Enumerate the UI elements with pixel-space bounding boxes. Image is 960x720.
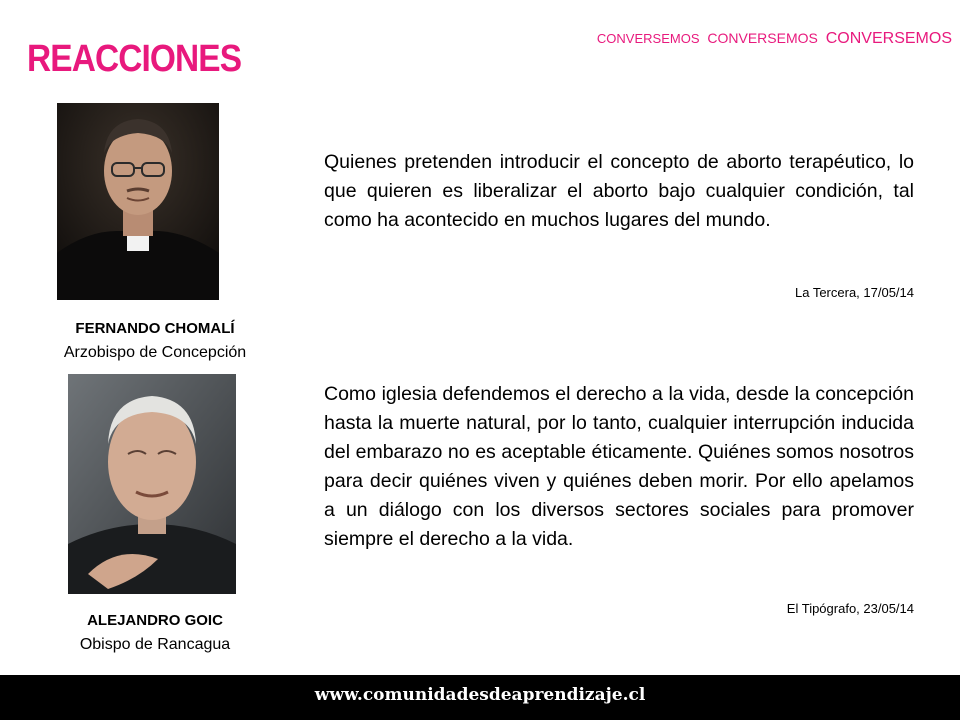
- tagline-word: CONVERSEMOS: [596, 31, 700, 46]
- page-title: REACCIONES: [27, 38, 242, 80]
- tagline-word: CONVERSEMOS: [825, 30, 952, 47]
- quote-source: El Tipógrafo, 23/05/14: [786, 601, 914, 616]
- speaker-name: ALEJANDRO GOIC: [87, 612, 223, 629]
- speaker-role: Arzobispo de Concepción: [63, 344, 247, 361]
- portrait-photo-chomali: [57, 103, 219, 300]
- speaker-role: Obispo de Rancagua: [79, 636, 231, 653]
- footer-bar: [0, 675, 960, 720]
- quote-text: Quienes pretenden introducir el concepto de aborto terapéutico, lo que quieren es liberalizar el aborto bajo cualquier condición, tal como ha acontecido en muchos lugares del mundo.: [324, 151, 914, 231]
- speaker-name: FERNANDO CHOMALÍ: [75, 320, 235, 337]
- tagline: [593, 30, 952, 48]
- portrait-photo-goic: [68, 374, 236, 594]
- tagline-word: CONVERSEMOS: [707, 30, 818, 46]
- footer-url: www.comunidadesdeaprendizaje.cl: [314, 685, 646, 705]
- quote-source: La Tercera, 17/05/14: [794, 285, 914, 300]
- quote-text: Como iglesia defendemos el derecho a la vida, desde la concepción hasta la muerte natural, por lo tanto, cualquier interrupción inducida del embarazo no es aceptable éticamente. Quiénes somos nosotros para decir quiénes viven y quiénes deben morir. Por ello apelamos a un diálogo con los diversos sectores sociales para promover siempre el derecho a la vida.: [324, 383, 914, 550]
